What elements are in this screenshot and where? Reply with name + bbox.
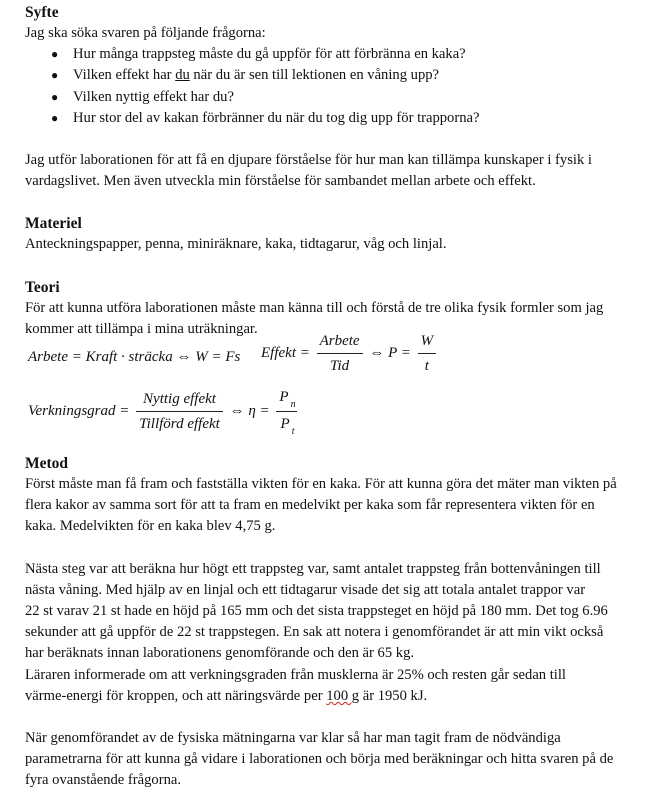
metod-text: sekunder att gå uppför de 22 st trappstegen. En sak att notera i genomförandet är att min vikt också xyxy=(25,624,604,641)
purpose-line: Jag utför laborationen för att få en djupare förståelse för hur man kan tillämpa kunskaper i fysik i xyxy=(25,152,592,169)
formula-work: Arbete = Kraft · sträcka ⇔ W = Fs xyxy=(28,349,241,366)
metod-text: fyra ovanstående frågorna. xyxy=(25,772,181,789)
metod-text: Först måste man få fram och fastställa vikten för en kaka. För att kunna göra det mäter man vikten på xyxy=(25,476,617,493)
metod-text: flera kakor av samma sort för att ta fram en medelvikt per kaka som får representera vikten för en xyxy=(25,497,595,514)
question-list xyxy=(25,44,655,129)
bullet-icon: ● xyxy=(51,68,59,83)
equivalence-icon: ⇔ xyxy=(229,402,245,419)
heading-metod: Metod xyxy=(25,455,69,473)
metod-text: 22 st varav 21 st hade en höjd på 165 mm och det sista trappsteget en höjd på 180 mm. Det tog 6.96 xyxy=(25,603,608,620)
question-item: ● Vilken nyttig effekt har du? xyxy=(25,87,655,108)
heading-materiel: Materiel xyxy=(25,215,82,233)
fraction: $\frac{P _n}{P _t}$ xyxy=(276,388,296,435)
fraction: $\frac{\text{Nyttig effekt}}{\text{Tillförd effekt}}$ xyxy=(136,390,223,433)
metod-text: Nästa steg var att beräkna hur högt ett trappsteg var, samt antalet trappsteg från bottenvåningen till xyxy=(25,560,601,577)
formula-efficiency: Verkningsgrad = $\frac{\text{Nyttig effekt}}{\text{Tillförd effekt}}$ ⇔ η = $\frac{P _n}{P _t}$ xyxy=(28,389,296,438)
spellcheck-flagged-text: 100 g xyxy=(326,687,360,704)
underlined-word: du xyxy=(175,67,190,84)
document-page xyxy=(25,2,655,792)
question-item: ● Hur många trappsteg måste du gå uppför för att förbränna en kaka? xyxy=(25,44,655,65)
teori-text: För att kunna utföra laborationen måste man känna till och förstå de tre olika fysik formler som jag xyxy=(25,299,604,316)
metod-text: kaka. Medelvikten för en kaka blev 4,75 g. xyxy=(25,518,276,535)
bullet-icon: ● xyxy=(51,89,59,104)
metod-text: Läraren informerade om att verkningsgraden från musklerna är 25% och resten går sedan till xyxy=(25,666,566,683)
question-item: ● Hur stor del av kakan förbränner du när du tog dig upp för trapporna? xyxy=(25,108,655,129)
bullet-icon: ● xyxy=(51,110,59,125)
heading-syfte: Syfte xyxy=(25,4,59,21)
metod-text: parametrarna för att kunna gå vidare i laborationen och börja med beräkningar och hitta svaren på de xyxy=(25,751,614,768)
bullet-icon: ● xyxy=(51,47,59,62)
equivalence-icon: ⇔ xyxy=(176,349,192,366)
question-item: ● Vilken effekt har du när du är sen till lektionen en våning upp? xyxy=(25,65,655,86)
heading-teori: Teori xyxy=(25,278,60,296)
fraction: $\frac{W}{t}$ xyxy=(418,332,437,375)
formula-power: Effekt = $\frac{\text{Arbete}}{\text{Tid}}$ ⇔ P = $\frac{W}{t}$ xyxy=(261,332,439,375)
purpose-line: vardagslivet. Men även utveckla min förståelse för sambandet mellan arbete och effekt. xyxy=(25,173,536,190)
formula-block xyxy=(25,333,655,450)
teori-text: kommer att tillämpa i mina uträkningar. xyxy=(25,320,258,337)
metod-text: har beräknats innan laborationens genomförande och den är 65 kg. xyxy=(25,645,415,662)
metod-text: När genomförandet av de fysiska mätningarna var klar så har man tagit fram de nödvändiga xyxy=(25,730,561,747)
materiel-text: Anteckningspapper, penna, miniräknare, kaka, tidtagarur, våg och linjal. xyxy=(25,236,447,253)
metod-text: nästa våning. Med hjälp av en linjal och ett tidtagarur visade det sig att totala antalet trappor var xyxy=(25,581,586,598)
metod-text: värme-energi för kroppen, och att näringsvärde per 100 g är 1950 kJ. xyxy=(25,687,428,704)
fraction: $\frac{\text{Arbete}}{\text{Tid}}$ xyxy=(317,332,363,375)
equivalence-icon: ⇔ xyxy=(369,344,385,361)
syfte-intro: Jag ska söka svaren på följande frågorna: xyxy=(25,25,266,41)
